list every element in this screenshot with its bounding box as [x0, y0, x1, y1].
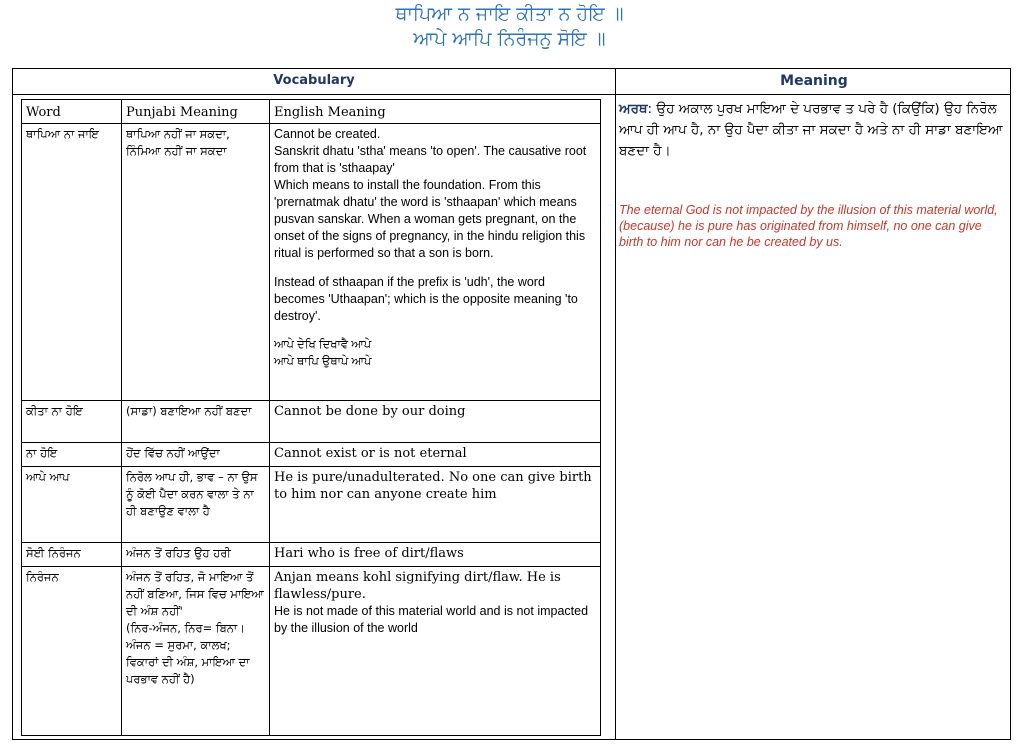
table-row	[22, 467, 600, 543]
word-cell: ਨਿਰੰਜਨ	[22, 567, 122, 735]
verse-line-1: ਥਾਪਿਆ ਨ ਜਾਇ ਕੀਤਾ ਨ ਹੋਇ ॥	[395, 3, 624, 25]
table-row	[22, 401, 600, 443]
meaning-english: The eternal God is not impacted by the illusion of this material world, (because) he is pure has originated from himself, no one can give birth to him nor can he be created by us.	[619, 203, 998, 249]
table-row	[22, 543, 600, 567]
english-cell	[270, 124, 600, 400]
word-cell: ਕੀਤਾ ਨਾ ਹੋਇ	[22, 401, 122, 442]
meaning-punjabi	[619, 99, 1005, 162]
english-paragraph: He is not made of this material world and is not impacted by the illusion of the world	[274, 604, 589, 635]
punjabi-cell: ਥਾਪਿਆ ਨਹੀਂ ਜਾ ਸਕਦਾ, ਨਿੰਮਿਆ ਨਹੀਂ ਜਾ ਸਕਦਾ	[122, 124, 270, 400]
punjabi-cell	[122, 567, 270, 735]
col-word-header: Word	[22, 100, 122, 123]
word-cell: ਥਾਪਿਆ ਨਾ ਜਾਇ	[22, 124, 122, 400]
vocabulary-table	[21, 99, 601, 736]
vocab-header-row	[22, 100, 600, 124]
quote-line: ਆਪੇ ਦੇਖਿ ਦਿਖਾਵੈ ਆਪੇ	[274, 339, 372, 351]
punjabi-cell: (ਸਾਡਾ) ਬਣਾਇਆ ਨਹੀਂ ਬਣਦਾ	[122, 401, 270, 442]
punjabi-cell: ਅੰਜਨ ਤੋਂ ਰਹਿਤ ਉਹ ਹਰੀ	[122, 543, 270, 566]
quote-line: ਆਪੇ ਥਾਪਿ ਉਥਾਪੇ ਆਪੇ	[274, 356, 372, 368]
column-divider	[615, 69, 616, 739]
english-cell: Cannot be done by our doing	[274, 404, 466, 419]
meaning-punjabi-text: : ਉਹ ਅਕਾਲ ਪੁਰਖ ਮਾਇਆ ਦੇ ਪਰਭਾਵ ਤ ਪਰੇ ਹੈ (ਕਿਉਂਕਿ) ਉਹ ਨਿਰੋਲ ਆਪ ਹੀ ਆਪ ਹੈ, ਨਾ ਉਹ ਪੈਦਾ ਕੀਤਾ ਜਾ ਸਕਦਾ ਹੈ ਅਤੇ ਨਾ ਹੀ ਸਾਡਾ ਬਣਾਇਆ ਬਣਦਾ ਹੈ।	[619, 101, 1003, 159]
main-table	[12, 68, 1011, 740]
punjabi-cell: ਹੋਂਦ ਵਿੱਚ ਨਹੀਂ ਆਉਂਦਾ	[122, 443, 270, 466]
table-row	[22, 443, 600, 467]
punjabi-paragraph: ਅੰਜਨ ਤੋਂ ਰਹਿਤ, ਜੋ ਮਾਇਆ ਤੋਂ ਨਹੀਂ ਬਣਿਆ, ਜਿਸ ਵਿਚ ਮਾਇਆ ਦੀ ਅੰਸ਼ ਨਹੀਂ'	[126, 570, 264, 618]
english-paragraph: Sanskrit dhatu 'stha' means 'to open'. The causative root from that is 'sthaapay'	[274, 144, 587, 175]
vocabulary-header: Vocabulary	[273, 73, 355, 88]
verse-line-2: ਆਪੇ ਆਪਿ ਨਿਰੰਜਨੁ ਸੋਇ ॥	[413, 28, 606, 50]
word-cell: ਨਾ ਹੋਇ	[22, 443, 122, 466]
english-paragraph: Anjan means kohl signifying dirt/flaw. He is flawless/pure.	[274, 570, 561, 602]
meaning-label: ਅਰਥ	[619, 101, 648, 117]
col-english-header: English Meaning	[274, 105, 386, 120]
english-paragraph: Which means to install the foundation. From this 'prernatmak dhatu' the word is 'sthaapan' which means pusvan sanskar. When a woman gets pregnant, on the onset of the signs of pregnancy, in the hindu religion this ritual is performed so that a son is born.	[274, 178, 586, 260]
english-paragraph: Instead of sthaapan if the prefix is 'udh', the word becomes 'Uthaapan'; which is the opposite meaning 'to destroy'.	[274, 275, 578, 323]
meaning-header: Meaning	[780, 73, 848, 89]
word-cell: ਆਪੇ ਆਪ	[22, 467, 122, 542]
english-paragraph: Cannot be created.	[274, 127, 381, 141]
punjabi-paragraph: (ਨਿਰ-ਅੰਜਨ, ਨਿਰ= ਬਿਨਾ। ਅੰਜਨ = ਸੁਰਮਾ, ਕਾਲਖ; ਵਿਕਾਰਾਂ ਦੀ ਅੰਸ਼, ਮਾਇਆ ਦਾ ਪਰਭਾਵ ਨਹੀਂ ਹੈ)	[126, 621, 250, 686]
table-row	[22, 567, 600, 735]
header-divider	[13, 94, 1010, 95]
punjabi-cell: ਨਿਰੋਲ ਆਪ ਹੀ, ਭਾਵ – ਨਾ ਉਸ ਨੂੰ ਕੋਈ ਪੈਦਾ ਕਰਨ ਵਾਲਾ ਤੇ ਨਾ ਹੀ ਬਣਾਉਣ ਵਾਲਾ ਹੈ	[122, 467, 270, 542]
english-cell: Hari who is free of dirt/flaws	[274, 546, 464, 561]
english-cell: He is pure/unadulterated. No one can give birth to him nor can anyone create him	[274, 470, 592, 502]
english-cell	[270, 567, 600, 735]
english-cell: Cannot exist or is not eternal	[274, 446, 467, 461]
col-punjabi-header: Punjabi Meaning	[122, 100, 270, 123]
meaning-cell	[619, 99, 1005, 250]
table-row	[22, 124, 600, 401]
word-cell: ਸੋਈ ਨਿਰੰਜਨ	[22, 543, 122, 566]
